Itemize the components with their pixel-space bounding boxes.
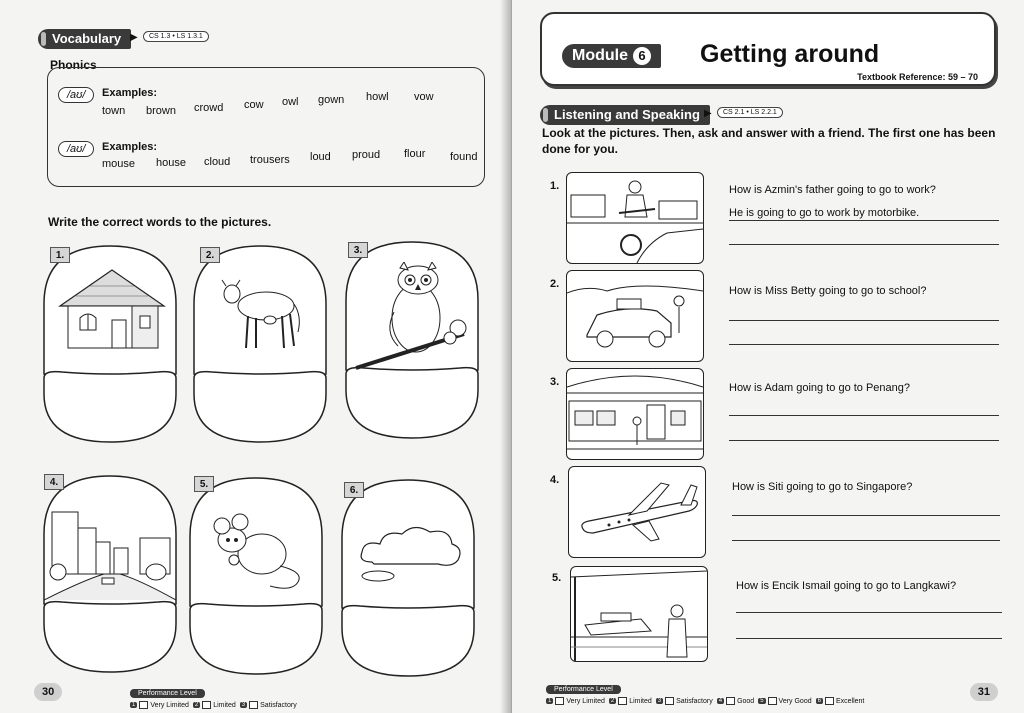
question-number: 5. bbox=[552, 572, 562, 584]
performance-title: Performance Level bbox=[130, 689, 205, 698]
question-picture bbox=[570, 566, 708, 662]
level-number: 2 bbox=[194, 702, 199, 708]
example-word: crowd bbox=[194, 102, 224, 114]
page-number: 31 bbox=[970, 683, 998, 701]
level-number: 6 bbox=[817, 698, 821, 704]
question-text: How is Siti going to go to Singapore? bbox=[732, 481, 913, 493]
level-number: 4 bbox=[718, 698, 723, 704]
page-number: 30 bbox=[34, 683, 62, 701]
checkbox[interactable] bbox=[202, 701, 211, 709]
ferry-icon bbox=[571, 567, 707, 661]
example-word: owl bbox=[282, 96, 299, 108]
question-picture bbox=[566, 270, 704, 362]
question-picture bbox=[568, 466, 706, 558]
question-number: 3. bbox=[550, 376, 560, 388]
question-number: 1. bbox=[550, 180, 560, 192]
checkbox[interactable] bbox=[618, 697, 627, 705]
picture-number: 2. bbox=[200, 247, 220, 263]
textbook-reference: Textbook Reference: 59 – 70 bbox=[857, 72, 978, 82]
example-word: flour bbox=[404, 148, 426, 160]
examples-label: Examples: bbox=[102, 141, 158, 153]
question-picture bbox=[566, 368, 704, 460]
question-text: How is Encik Ismail going to go to Langkawi? bbox=[736, 580, 957, 592]
example-word: vow bbox=[414, 91, 434, 103]
example-word: house bbox=[156, 157, 186, 169]
module-label bbox=[562, 44, 661, 68]
phonics-heading: Phonics bbox=[50, 58, 97, 72]
owl-icon bbox=[354, 262, 474, 372]
level-label: Excellent bbox=[835, 697, 865, 705]
question-text: How is Miss Betty going to go to school? bbox=[729, 285, 927, 297]
level-label: Limited bbox=[629, 697, 652, 705]
performance-option[interactable] bbox=[656, 697, 713, 705]
answer-line bbox=[729, 344, 999, 345]
picture-number: 1. bbox=[50, 247, 70, 263]
checkbox[interactable] bbox=[139, 701, 148, 709]
answer-line bbox=[729, 244, 999, 245]
picture-frame bbox=[42, 474, 178, 664]
mouse-icon bbox=[210, 510, 306, 594]
module-title: Getting around bbox=[700, 40, 880, 68]
example-word: town bbox=[102, 105, 126, 117]
module-label-text: Module bbox=[572, 47, 628, 64]
question-text: How is Azmin's father going to go to work? bbox=[729, 184, 936, 196]
checkbox[interactable] bbox=[665, 697, 674, 705]
arrow-icon: ▶ bbox=[704, 108, 712, 119]
question-number: 2. bbox=[550, 278, 560, 290]
town-icon bbox=[44, 508, 176, 604]
picture-number: 3. bbox=[348, 242, 368, 258]
vocabulary-section-label: Vocabulary bbox=[38, 29, 131, 49]
performance-option[interactable] bbox=[130, 701, 189, 709]
level-number: 1 bbox=[548, 698, 552, 704]
answer-text: He is going to go to work by motorbike. bbox=[729, 207, 920, 219]
level-label: Very Limited bbox=[150, 701, 189, 709]
checkbox[interactable] bbox=[555, 697, 564, 705]
example-word: mouse bbox=[102, 158, 136, 170]
performance-option[interactable] bbox=[717, 697, 754, 705]
left-page bbox=[0, 0, 506, 713]
picture-number: 6. bbox=[344, 482, 364, 498]
answer-line bbox=[729, 220, 999, 221]
picture-frame bbox=[344, 240, 480, 430]
performance-title: Performance Level bbox=[546, 685, 621, 694]
cloud-icon bbox=[354, 522, 464, 586]
checkbox[interactable] bbox=[825, 697, 834, 705]
standard-tag: CS 1.3 • LS 1.3.1 bbox=[143, 31, 209, 42]
picture-number: 5. bbox=[194, 476, 214, 492]
level-label: Satisfactory bbox=[260, 701, 297, 709]
level-number: 3 bbox=[657, 698, 662, 704]
performance-level bbox=[546, 685, 864, 705]
examples-label: Examples: bbox=[102, 87, 158, 99]
question-text: How is Adam going to go to Penang? bbox=[729, 382, 911, 394]
level-label: Very Limited bbox=[566, 697, 605, 705]
checkbox[interactable] bbox=[768, 697, 777, 705]
answer-line bbox=[736, 638, 1002, 639]
level-label: Limited bbox=[213, 701, 236, 709]
answer-line bbox=[732, 540, 1000, 541]
performance-level bbox=[130, 689, 297, 709]
example-word: loud bbox=[310, 151, 331, 163]
performance-option[interactable] bbox=[240, 701, 297, 709]
example-word: cow bbox=[244, 99, 264, 111]
level-label: Very Good bbox=[778, 697, 812, 705]
example-word: brown bbox=[146, 105, 176, 117]
answer-line bbox=[729, 415, 999, 416]
example-word: found bbox=[450, 151, 478, 163]
house-icon bbox=[56, 266, 168, 356]
question-number: 4. bbox=[550, 474, 560, 486]
performance-option[interactable] bbox=[546, 697, 605, 705]
picture-frame bbox=[188, 476, 324, 666]
level-number: 5 bbox=[760, 698, 764, 704]
phonics-box bbox=[47, 67, 485, 187]
car-icon bbox=[567, 271, 703, 361]
level-label: Good bbox=[737, 697, 755, 705]
picture-frame bbox=[340, 478, 476, 668]
performance-option[interactable] bbox=[816, 697, 865, 705]
aeroplane-icon bbox=[569, 467, 705, 557]
phonics-sound: /aʊ/ bbox=[58, 87, 94, 103]
performance-option[interactable] bbox=[609, 697, 652, 705]
example-word: cloud bbox=[204, 156, 231, 168]
train-icon bbox=[567, 369, 703, 459]
picture-frame bbox=[42, 244, 178, 434]
example-word: howl bbox=[366, 91, 389, 103]
arrow-icon: ▶ bbox=[130, 32, 138, 43]
example-word: trousers bbox=[250, 154, 290, 166]
motorbike-icon bbox=[567, 173, 703, 263]
phonics-sound: /aʊ/ bbox=[58, 141, 94, 157]
level-number: 2 bbox=[610, 698, 615, 704]
answer-line bbox=[729, 440, 999, 441]
picture-number: 4. bbox=[44, 474, 64, 490]
answer-line bbox=[736, 612, 1002, 613]
performance-option[interactable] bbox=[193, 701, 236, 709]
checkbox[interactable] bbox=[249, 701, 258, 709]
performance-option[interactable] bbox=[758, 697, 811, 705]
instruction: Write the correct words to the pictures. bbox=[48, 215, 272, 229]
example-word: proud bbox=[352, 149, 381, 161]
listening-section-label: Listening and Speaking bbox=[540, 105, 710, 125]
picture-frame bbox=[192, 244, 328, 434]
module-number: 6 bbox=[633, 47, 651, 65]
standard-tag: CS 2.1 • LS 2.2.1 bbox=[717, 107, 783, 118]
level-number: 3 bbox=[241, 702, 246, 708]
answer-line bbox=[732, 515, 1000, 516]
answer-line bbox=[729, 320, 999, 321]
right-page bbox=[512, 0, 1024, 713]
example-word: gown bbox=[318, 94, 345, 106]
instruction: Look at the pictures. Then, ask and answer with a friend. The first one has been done for you. bbox=[542, 126, 996, 156]
level-label: Satisfactory bbox=[676, 697, 713, 705]
level-number: 1 bbox=[132, 702, 136, 708]
question-picture bbox=[566, 172, 704, 264]
module-header bbox=[540, 12, 996, 86]
checkbox[interactable] bbox=[726, 697, 735, 705]
cow-icon bbox=[220, 276, 304, 356]
